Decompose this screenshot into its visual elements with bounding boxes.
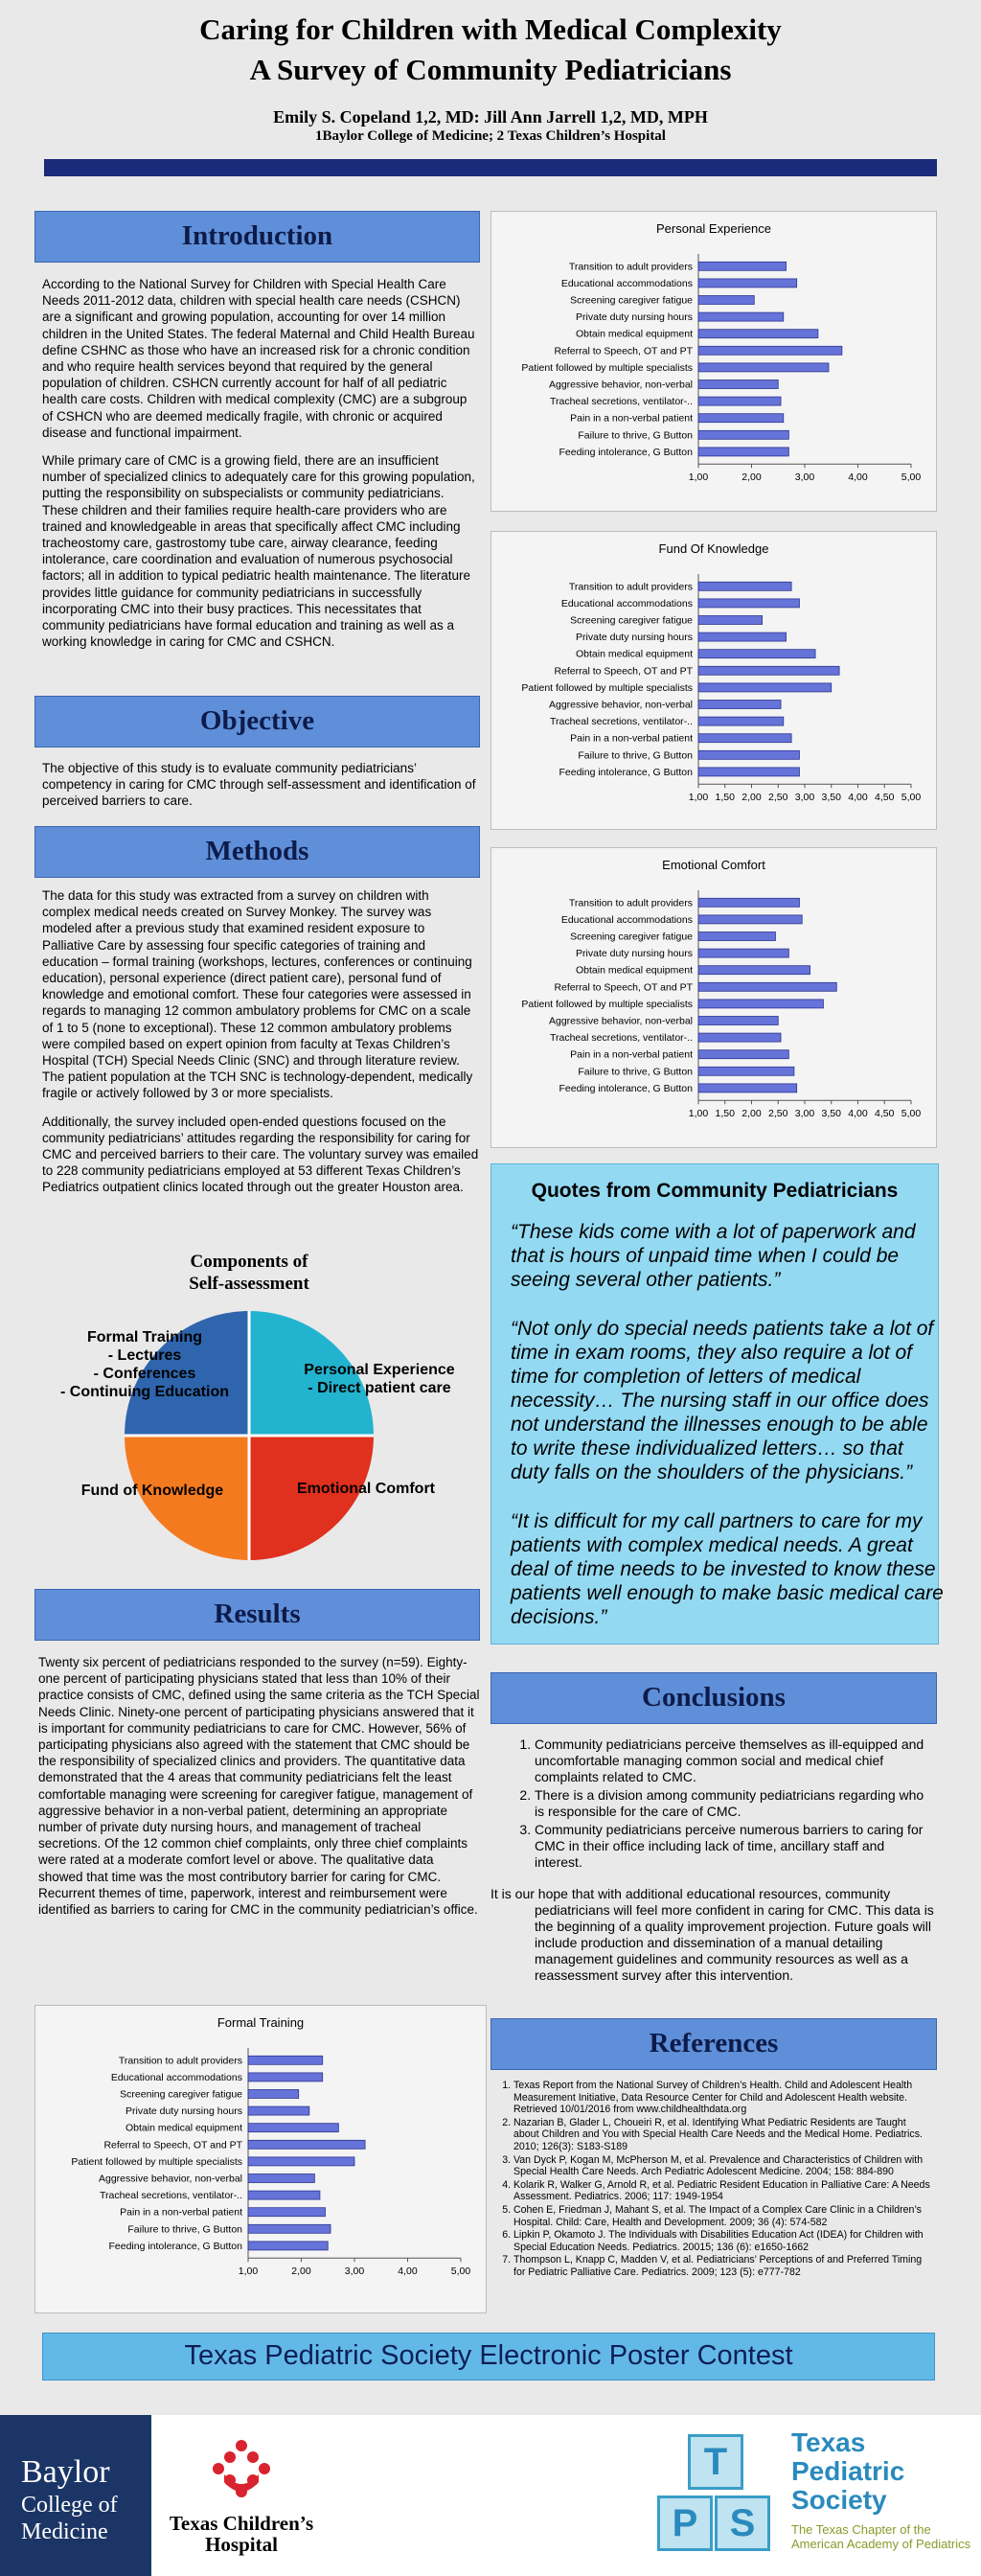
texas-childrens-line2: Hospital bbox=[205, 2533, 278, 2556]
authors: Emily S. Copeland 1,2, MD: Jill Ann Jarrell 1,2, MD, MPH bbox=[273, 107, 708, 126]
bar-educational-accommodations bbox=[248, 2073, 323, 2082]
bar-transition-to-adult-providers bbox=[698, 582, 791, 590]
bar-aggressive-behavior-non-verbal bbox=[698, 701, 781, 709]
bar-transition-to-adult-providers bbox=[698, 262, 787, 270]
bar-tracheal-secretions-ventilator bbox=[698, 397, 781, 405]
category-label-transition-to-adult-providers: Transition to adult providers bbox=[568, 581, 693, 593]
introduction-heading: Introduction bbox=[34, 211, 480, 263]
category-label-patient-followed-by-multiple-specialists: Patient followed by multiple specialists bbox=[521, 361, 693, 374]
x-tick-label: 2,50 bbox=[768, 792, 788, 804]
chart-personal-experience-svg bbox=[491, 212, 936, 511]
texas-childrens-name bbox=[155, 2513, 328, 2555]
bar-obtain-medical-equipment bbox=[698, 330, 818, 338]
quote-3: “It is difficult for my call partners to care for my patients with complex medical needs. A great deal of time needs to be invested to know these patients well enough to make basic medical care decisions.” bbox=[511, 1510, 944, 1628]
category-label-feeding-intolerance-g-button: Feeding intolerance, G Button bbox=[108, 2240, 242, 2252]
bar-obtain-medical-equipment bbox=[248, 2124, 338, 2132]
formal-training-item: - Continuing Education bbox=[60, 1384, 229, 1400]
category-label-tracheal-secretions-ventilator: Tracheal secretions, ventilator-.. bbox=[549, 1032, 693, 1045]
x-tick-label: 4,50 bbox=[875, 792, 895, 804]
bar-private-duty-nursing-hours bbox=[698, 632, 787, 641]
x-tick-label: 4,00 bbox=[848, 1108, 868, 1120]
x-tick-label: 2,00 bbox=[741, 792, 762, 804]
x-tick-label: 3,50 bbox=[821, 1108, 841, 1120]
quotes-box bbox=[490, 1163, 944, 1644]
bar-screening-caregiver-fatigue bbox=[248, 2090, 299, 2099]
bar-feeding-intolerance-g-button bbox=[698, 448, 788, 456]
conclusions-heading: Conclusions bbox=[490, 1672, 937, 1724]
reference-item: 2. Nazarian B, Glader L, Choueiri R, et al. Identifying What Pediatric Residents are Taught about Children and You with Special Health Care Needs and the Medical Home. Pediatrics. 2010; 126(3): S183-S189 bbox=[513, 2117, 933, 2153]
conclusion-item: 1. Community pediatricians perceive themselves as ill-equipped and uncomfortable managing common social and medical chief complaints related to CMC. bbox=[535, 1736, 935, 1785]
x-tick-label: 2,50 bbox=[768, 1108, 788, 1120]
chart-title: Personal Experience bbox=[656, 221, 771, 236]
pie-label-fund-of-knowledge: Fund of Knowledge bbox=[80, 1483, 224, 1499]
category-label-patient-followed-by-multiple-specialists: Patient followed by multiple specialists bbox=[521, 681, 693, 694]
bar-transition-to-adult-providers bbox=[698, 898, 799, 907]
bar-referral-to-speech-ot-and-pt bbox=[698, 982, 836, 991]
pie-label-personal-experience bbox=[284, 1361, 475, 1397]
reference-item: 3. Van Dyck P, Kogan M, McPherson M, et al. Prevalence and Characteristics of Children with Special Health Care Needs. Arch Pediatric Adolescent Medicine. 2004; 158: 884-890 bbox=[513, 2154, 933, 2178]
bar-pain-in-a-non-verbal-patient bbox=[698, 414, 784, 423]
conclusions-closing: It is our hope that with additional educational resources, community pediatricians will feel more confident in caring for CMC. This data is the beginning of a quality improvement projection. Future goals will include production and dissemination of a manual detailing management guidelines and community resources as well as a reassessment survey after this intervention. bbox=[490, 1886, 934, 1983]
x-tick-label: 3,50 bbox=[821, 792, 841, 804]
category-label-screening-caregiver-fatigue: Screening caregiver fatigue bbox=[570, 294, 693, 307]
chart-title: Formal Training bbox=[217, 2015, 305, 2030]
category-label-failure-to-thrive-g-button: Failure to thrive, G Button bbox=[127, 2223, 242, 2236]
bar-pain-in-a-non-verbal-patient bbox=[698, 1050, 788, 1059]
category-label-pain-in-a-non-verbal-patient: Pain in a non-verbal patient bbox=[120, 2206, 242, 2219]
bar-educational-accommodations bbox=[698, 279, 797, 288]
category-label-pain-in-a-non-verbal-patient: Pain in a non-verbal patient bbox=[570, 732, 693, 745]
results-body: Twenty six percent of pediatricians responded to the survey (n=59). Eighty-one percent of participating physicians stated that less than 10% of their practice consists of CMC, defined using the same criteria as the TCH Special Needs Clinic. Ninety-one percent of participating physicians answered that it is important for community pediatricians to care for CMC. However, 56% of participating physicians also agreed with the statement that CMC should be the responsibility of specialized clinics and providers. The quantitative data demonstrated that the 4 areas that community pediatricians felt the least comfortable managing were screening for caregiver fatigue, management of aggressive behavior in a non-verbal patient, determining an appropriate number of private duty nursing hours, and management of tracheal secretions. Of the 12 common chief complaints, only three chief complaints were rated at a moderate comfort level or above. The qualitative data showed that time was the most contributory barrier for caring for CMC. Recurrent themes of time, paperwork, interest and reimbursement were identified as barriers to caring for CMC in the community pediatrician’s office. bbox=[38, 1655, 480, 1918]
bar-patient-followed-by-multiple-specialists bbox=[698, 683, 832, 692]
bar-patient-followed-by-multiple-specialists bbox=[698, 1000, 823, 1008]
x-tick-label: 4,00 bbox=[848, 472, 868, 484]
reference-item: 7. Thompson L, Knapp C, Madden V, et al. Pediatricians’ Perceptions of and Preferred Timing for Pediatric Palliative Care. Pediatrics. 2009; 123 (5): e777-782 bbox=[513, 2254, 933, 2278]
x-tick-label: 4,50 bbox=[875, 1108, 895, 1120]
category-label-tracheal-secretions-ventilator: Tracheal secretions, ventilator-.. bbox=[549, 396, 693, 408]
category-label-aggressive-behavior-non-verbal: Aggressive behavior, non-verbal bbox=[548, 1015, 693, 1027]
results-heading: Results bbox=[34, 1589, 480, 1641]
objective-body: The objective of this study is to evaluate community pediatricians’ competency in caring for CMC through self-assessment and identification of perceived barriers to care. bbox=[42, 761, 476, 809]
bar-tracheal-secretions-ventilator bbox=[698, 717, 784, 725]
reference-item: 5. Cohen E, Friedman J, Mahant S, et al. The Impact of a Complex Care Clinic in a Children’s Hospital. Child: Care, Health and Development. 2009; 36 (4): 574-582 bbox=[513, 2204, 933, 2228]
bar-failure-to-thrive-g-button bbox=[248, 2224, 331, 2233]
quote-2: “Not only do special needs patients take a lot of time in exam rooms, they also require a lot of time for completion of letters of medical necessity… The nursing staff in our office does not understand the illnesses enough to be able to write these individualized letters… so that duty falls on the shoulders of the physicians.” bbox=[511, 1318, 934, 1484]
category-label-failure-to-thrive-g-button: Failure to thrive, G Button bbox=[578, 749, 693, 762]
category-label-obtain-medical-equipment: Obtain medical equipment bbox=[125, 2122, 242, 2134]
bar-referral-to-speech-ot-and-pt bbox=[698, 346, 842, 355]
category-label-tracheal-secretions-ventilator: Tracheal secretions, ventilator-.. bbox=[99, 2190, 242, 2202]
x-tick-label: 5,00 bbox=[901, 472, 922, 484]
bar-private-duty-nursing-hours bbox=[698, 312, 784, 321]
category-label-screening-caregiver-fatigue: Screening caregiver fatigue bbox=[570, 614, 693, 627]
x-tick-label: 3,00 bbox=[794, 1108, 815, 1120]
tps-name bbox=[791, 2428, 904, 2515]
x-tick-label: 3,00 bbox=[794, 792, 815, 804]
x-tick-label: 1,00 bbox=[688, 1108, 709, 1120]
texas-childrens-logo bbox=[155, 2415, 328, 2576]
bar-private-duty-nursing-hours bbox=[698, 949, 788, 957]
category-label-private-duty-nursing-hours: Private duty nursing hours bbox=[576, 311, 693, 324]
x-tick-label: 5,00 bbox=[901, 1108, 922, 1120]
x-tick-label: 1,00 bbox=[688, 792, 709, 804]
chart-formal-training bbox=[34, 2005, 487, 2313]
bar-failure-to-thrive-g-button bbox=[698, 750, 799, 759]
category-label-referral-to-speech-ot-and-pt: Referral to Speech, OT and PT bbox=[554, 665, 693, 678]
methods-heading: Methods bbox=[34, 826, 480, 878]
category-label-transition-to-adult-providers: Transition to adult providers bbox=[118, 2055, 242, 2067]
category-label-transition-to-adult-providers: Transition to adult providers bbox=[568, 897, 693, 909]
tps-name-line1: Texas bbox=[791, 2427, 866, 2457]
x-tick-label: 1,50 bbox=[715, 1108, 735, 1120]
references-list bbox=[494, 2080, 933, 2279]
introduction-body bbox=[42, 276, 479, 661]
bar-private-duty-nursing-hours bbox=[248, 2106, 309, 2115]
baylor-logo bbox=[0, 2415, 151, 2576]
chart-fund-of-knowledge-svg bbox=[491, 532, 936, 829]
conclusions-list bbox=[490, 1736, 935, 1871]
personal-experience-item: - Direct patient care bbox=[308, 1380, 451, 1396]
category-label-educational-accommodations: Educational accommodations bbox=[560, 277, 693, 289]
x-tick-label: 1,50 bbox=[715, 792, 735, 804]
tps-tagline bbox=[791, 2522, 970, 2551]
bar-transition-to-adult-providers bbox=[248, 2056, 323, 2064]
personal-experience-title: Personal Experience bbox=[304, 1362, 455, 1378]
x-tick-label: 5,00 bbox=[450, 2266, 471, 2278]
category-label-feeding-intolerance-g-button: Feeding intolerance, G Button bbox=[559, 766, 693, 778]
category-label-patient-followed-by-multiple-specialists: Patient followed by multiple specialists bbox=[71, 2155, 242, 2168]
chart-formal-training-svg bbox=[35, 2006, 486, 2312]
methods-paragraph-2: Additionally, the survey included open-ended questions focused on the community pediatricians’ attitudes regarding the responsibility for caring for CMC and perceived barriers to their care. The voluntary survey was emailed to 228 community pediatricians employed at 53 different Texas Children’s Pediatrics outpatient clinics located through out the greater Houston area. bbox=[42, 1114, 479, 1195]
x-tick-label: 1,00 bbox=[688, 472, 709, 484]
bar-aggressive-behavior-non-verbal bbox=[698, 1017, 778, 1025]
chart-emotional-comfort bbox=[490, 847, 937, 1148]
bar-feeding-intolerance-g-button bbox=[698, 1084, 797, 1092]
category-label-referral-to-speech-ot-and-pt: Referral to Speech, OT and PT bbox=[554, 981, 693, 994]
x-tick-label: 3,00 bbox=[794, 472, 815, 484]
chart-emotional-comfort-svg bbox=[491, 848, 936, 1147]
category-label-failure-to-thrive-g-button: Failure to thrive, G Button bbox=[578, 1066, 693, 1078]
bar-feeding-intolerance-g-button bbox=[248, 2242, 328, 2250]
contest-banner: Texas Pediatric Society Electronic Poster Contest bbox=[42, 2333, 935, 2380]
conclusion-item: 3. Community pediatricians perceive numerous barriers to caring for CMC in their office including lack of time, ancillary staff and interest. bbox=[535, 1822, 935, 1871]
category-label-private-duty-nursing-hours: Private duty nursing hours bbox=[576, 632, 693, 644]
chart-title: Fund Of Knowledge bbox=[658, 541, 769, 556]
bar-obtain-medical-equipment bbox=[698, 650, 815, 658]
tps-block-s: S bbox=[715, 2496, 770, 2551]
bar-feeding-intolerance-g-button bbox=[698, 768, 799, 776]
category-label-educational-accommodations: Educational accommodations bbox=[560, 597, 693, 610]
pie-label-emotional-comfort: Emotional Comfort bbox=[297, 1481, 435, 1497]
components-title-line1: Components of bbox=[190, 1252, 308, 1272]
baylor-logo-line1: Baylor bbox=[21, 2454, 110, 2490]
quote-1: “These kids come with a lot of paperwork and that is hours of unpaid time when I could be seeing several other patients.” bbox=[511, 1221, 916, 1291]
bar-tracheal-secretions-ventilator bbox=[698, 1033, 781, 1042]
bar-patient-followed-by-multiple-specialists bbox=[698, 363, 829, 372]
category-label-educational-accommodations: Educational accommodations bbox=[560, 913, 693, 926]
conclusions-body bbox=[490, 1736, 935, 1984]
x-tick-label: 1,00 bbox=[238, 2266, 259, 2278]
x-tick-label: 4,00 bbox=[398, 2266, 418, 2278]
bar-obtain-medical-equipment bbox=[698, 966, 810, 975]
category-label-screening-caregiver-fatigue: Screening caregiver fatigue bbox=[570, 931, 693, 943]
pie-label-formal-training bbox=[44, 1328, 245, 1401]
bar-patient-followed-by-multiple-specialists bbox=[248, 2157, 354, 2166]
reference-item: 1. Texas Report from the National Survey of Children’s Health. Child and Adolescent Health Measurement Initiative, Data Resource Center for Child and Adolescent Health website. Retrieved 10/01/2016 from www.childhealthdata.org bbox=[513, 2080, 933, 2116]
tps-tagline-line2: American Academy of Pediatrics bbox=[791, 2537, 971, 2551]
category-label-transition-to-adult-providers: Transition to adult providers bbox=[568, 261, 693, 273]
category-label-pain-in-a-non-verbal-patient: Pain in a non-verbal patient bbox=[570, 412, 693, 425]
category-label-aggressive-behavior-non-verbal: Aggressive behavior, non-verbal bbox=[548, 379, 693, 391]
bar-referral-to-speech-ot-and-pt bbox=[248, 2140, 365, 2149]
bar-aggressive-behavior-non-verbal bbox=[698, 380, 778, 389]
introduction-paragraph-2: While primary care of CMC is a growing field, there are an insufficient number of specialized clinics to adequately care for this growing population, putting the responsibility on subspecialists or community pediatricians. These children and their families require health-care providers who are trained and knowledgeable in areas that specifically affect CMC including tracheostomy care, gastrostomy tube care, airway clearance, feeding intolerance, care coordination and evaluation of numerous psychosocial factors; all in addition to typical pediatric health maintenance. The literature provides little guidance for community pediatricians in successfully incorporating CMC into their busy practices. This necessitates that community pediatricians have formal education and training as well as a working knowledge in caring for CMC and CSHCN. bbox=[42, 453, 475, 650]
tps-block-p: P bbox=[657, 2496, 713, 2551]
chart-fund-of-knowledge bbox=[490, 531, 937, 830]
affiliations: 1Baylor College of Medicine; 2 Texas Children’s Hospital bbox=[315, 128, 666, 144]
category-label-private-duty-nursing-hours: Private duty nursing hours bbox=[125, 2105, 242, 2118]
reference-item: 6. Lipkin P, Okamoto J. The Individuals with Disabilities Education Act (IDEA) for Children with Special Education Needs. Pediatrics. 20015; 136 (6): e1650-1662 bbox=[513, 2229, 933, 2253]
poster-title-line1: Caring for Children with Medical Complexity bbox=[199, 12, 782, 46]
category-label-educational-accommodations: Educational accommodations bbox=[110, 2071, 242, 2083]
category-label-feeding-intolerance-g-button: Feeding intolerance, G Button bbox=[559, 446, 693, 458]
texas-childrens-line1: Texas Children’s bbox=[169, 2512, 314, 2535]
objective-heading: Objective bbox=[34, 696, 480, 748]
baylor-logo-line3: Medicine bbox=[21, 2519, 108, 2544]
quotes-heading: Quotes from Community Pediatricians bbox=[531, 1180, 899, 1202]
tps-name-line3: Society bbox=[791, 2485, 887, 2515]
bar-tracheal-secretions-ventilator bbox=[248, 2191, 320, 2199]
bar-failure-to-thrive-g-button bbox=[698, 1067, 794, 1075]
x-tick-label: 4,00 bbox=[848, 792, 868, 804]
bar-screening-caregiver-fatigue bbox=[698, 296, 754, 305]
pie-slice-emotional-comfort bbox=[249, 1436, 374, 1560]
tps-name-line2: Pediatric bbox=[791, 2456, 905, 2486]
reference-item: 4. Kolarik R, Walker G, Arnold R, et al. Pediatric Resident Education in Palliative Care: A Needs Assessment. Pediatrics. 2006; 117: 1949-1954 bbox=[513, 2179, 933, 2203]
x-tick-label: 5,00 bbox=[901, 792, 922, 804]
category-label-aggressive-behavior-non-verbal: Aggressive behavior, non-verbal bbox=[98, 2173, 242, 2185]
category-label-tracheal-secretions-ventilator: Tracheal secretions, ventilator-.. bbox=[549, 716, 693, 728]
category-label-patient-followed-by-multiple-specialists: Patient followed by multiple specialists bbox=[521, 998, 693, 1010]
category-label-private-duty-nursing-hours: Private duty nursing hours bbox=[576, 948, 693, 960]
x-tick-label: 2,00 bbox=[741, 1108, 762, 1120]
poster-title-line2: A Survey of Community Pediatricians bbox=[249, 53, 732, 86]
bar-screening-caregiver-fatigue bbox=[698, 616, 763, 625]
category-label-feeding-intolerance-g-button: Feeding intolerance, G Button bbox=[559, 1082, 693, 1094]
conclusion-item: 2. There is a division among community pediatricians regarding who is responsible for the care of CMC. bbox=[535, 1787, 935, 1820]
category-label-pain-in-a-non-verbal-patient: Pain in a non-verbal patient bbox=[570, 1048, 693, 1061]
bar-aggressive-behavior-non-verbal bbox=[248, 2174, 314, 2183]
components-title-line2: Self-assessment bbox=[189, 1274, 309, 1294]
category-label-screening-caregiver-fatigue: Screening caregiver fatigue bbox=[120, 2088, 242, 2101]
x-tick-label: 3,00 bbox=[344, 2266, 365, 2278]
chart-personal-experience bbox=[490, 211, 937, 512]
tps-block-t: T bbox=[688, 2434, 743, 2490]
footer-logos bbox=[0, 2415, 981, 2576]
tps-tagline-line1: The Texas Chapter of the bbox=[791, 2522, 931, 2537]
texas-pediatric-society-logo bbox=[648, 2428, 979, 2572]
category-label-obtain-medical-equipment: Obtain medical equipment bbox=[576, 964, 693, 977]
category-label-referral-to-speech-ot-and-pt: Referral to Speech, OT and PT bbox=[554, 345, 693, 357]
category-label-referral-to-speech-ot-and-pt: Referral to Speech, OT and PT bbox=[103, 2139, 242, 2151]
header-divider bbox=[44, 159, 937, 176]
introduction-paragraph-1: According to the National Survey for Children with Special Health Care Needs 2011-2012 data, children with special health care needs (CSHCN) are a significant and growing population, accounting for over 14 million children in the United States. The federal Maternal and Child Health Bureau define CSHNC as those who have an increased risk for a chronic condition and who require health services beyond that required by the general population of children. CSHCN currently account for half of all pediatric health care costs. Children with medical complexity (CMC) are a subgroup of CSHCN who are deemed medically fragile, with chronic or acquired disease and functional impairment. bbox=[42, 277, 475, 440]
bar-educational-accommodations bbox=[698, 915, 802, 924]
formal-training-title: Formal Training bbox=[86, 1329, 202, 1346]
bar-pain-in-a-non-verbal-patient bbox=[698, 734, 791, 743]
bar-pain-in-a-non-verbal-patient bbox=[248, 2208, 325, 2217]
x-tick-label: 2,00 bbox=[741, 472, 762, 484]
references-heading: References bbox=[490, 2018, 937, 2070]
category-label-failure-to-thrive-g-button: Failure to thrive, G Button bbox=[578, 429, 693, 442]
category-label-aggressive-behavior-non-verbal: Aggressive behavior, non-verbal bbox=[548, 699, 693, 711]
bar-screening-caregiver-fatigue bbox=[698, 932, 775, 941]
x-tick-label: 2,00 bbox=[291, 2266, 311, 2278]
texas-childrens-star-icon bbox=[205, 2436, 278, 2505]
components-title bbox=[120, 1251, 378, 1295]
category-label-obtain-medical-equipment: Obtain medical equipment bbox=[576, 328, 693, 340]
bar-referral-to-speech-ot-and-pt bbox=[698, 666, 839, 675]
baylor-logo-line2: College of bbox=[21, 2493, 118, 2518]
bar-educational-accommodations bbox=[698, 599, 799, 608]
formal-training-item: - Lectures bbox=[107, 1347, 182, 1364]
chart-title: Emotional Comfort bbox=[662, 858, 765, 872]
methods-paragraph-1: The data for this study was extracted from a survey on children with complex medical needs created on Survey Monkey. The survey was modeled after a previous study that examined resident exposure to Palliative Care by assessing four specific categories of training and education – formal training (workshops, lectures, conferences or continuing education), personal experience (direct patient care), personal fund of knowledge and emotional comfort. These four categories were assessed in regards to managing 12 common ambulatory problems for CMC on a scale of 1 to 5 (none to exceptional). These 12 common ambulatory problems were compiled based on expert opinion from faculty at Texas Children’s Hospital (TCH) Special Needs Clinic (SNC) and through literature review. The patient population at the TCH SNC is technology-dependent, medically fragile or actively followed by 3 or more specialists. bbox=[42, 888, 473, 1101]
bar-failure-to-thrive-g-button bbox=[698, 430, 788, 439]
formal-training-item: - Conferences bbox=[93, 1366, 196, 1382]
references-body bbox=[494, 2080, 933, 2280]
category-label-obtain-medical-equipment: Obtain medical equipment bbox=[576, 648, 693, 660]
methods-body bbox=[42, 887, 479, 1208]
